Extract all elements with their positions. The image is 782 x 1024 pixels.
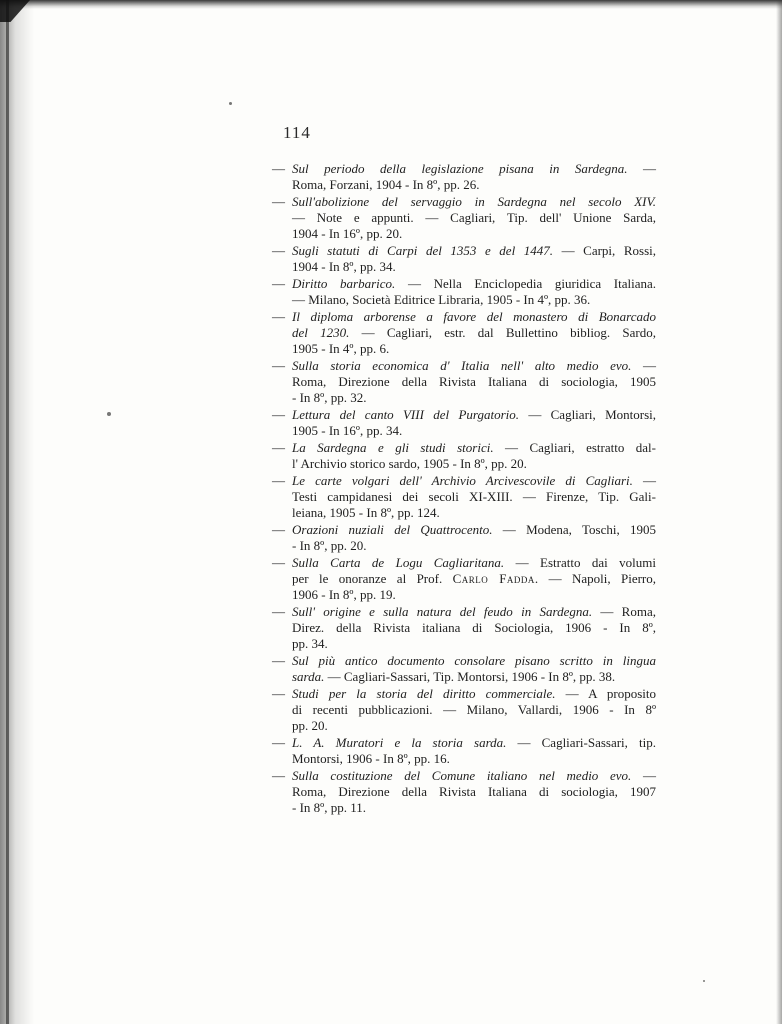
bibliography-entry [272, 522, 656, 554]
top-page-shadow [0, 0, 782, 9]
entry-line [272, 768, 656, 784]
bibliography-entry [272, 555, 656, 604]
bibliography-entry [272, 407, 656, 439]
entry-line [292, 423, 656, 439]
bibliography-entry [272, 735, 656, 767]
entry-line [272, 604, 656, 620]
bibliography-entry [272, 309, 656, 358]
entry-text: — Estratto dai volumi [504, 554, 656, 570]
entry-dash: — [272, 653, 285, 669]
entry-title: Sul più antico documento consolare pisano scritto in lingua [292, 653, 656, 669]
bibliography-entry [272, 768, 656, 817]
bibliography-list [272, 161, 656, 817]
entry-title: Lettura del canto VIII del Purgatorio. [292, 407, 519, 423]
entry-line [292, 538, 656, 554]
ink-speck [229, 102, 232, 105]
entry-line [292, 571, 656, 587]
entry-line [292, 718, 656, 734]
entry-title: Il diploma arborense a favore del monastero di Bonarcado [292, 308, 656, 324]
entry-dash: — [272, 521, 285, 537]
entry-text: — [631, 357, 656, 373]
entry-title: Sull' origine e sulla natura del feudo in Sardegna. [292, 603, 593, 619]
entry-text: — Roma, [592, 603, 656, 619]
page-number: 114 [283, 123, 311, 142]
entry-line [292, 390, 656, 406]
entry-title: del 1230. [292, 325, 350, 341]
entry-line [292, 259, 656, 275]
entry-text: - In 8º, pp. 32. [292, 390, 367, 406]
entry-line [292, 489, 656, 505]
entry-dash: — [272, 439, 285, 455]
entry-dash: — [272, 243, 285, 259]
bibliography-entry [272, 653, 656, 685]
entry-dash: — [272, 554, 285, 570]
entry-line [272, 309, 656, 325]
entry-line [272, 194, 656, 210]
entry-dash: — [272, 407, 285, 423]
entry-title: Sulla Carta de Logu Cagliaritana. [292, 554, 505, 570]
entry-text: — Cagliari, Montorsi, [519, 407, 656, 423]
bibliography-entry [272, 276, 656, 308]
entry-line [272, 686, 656, 702]
entry-title: L. A. Muratori e la storia sarda. [292, 735, 507, 751]
entry-line [272, 407, 656, 423]
bibliography-entry [272, 161, 656, 193]
bibliography-entry [272, 604, 656, 653]
entry-title: sarda. [292, 669, 325, 685]
entry-text: l' Archivio storico sardo, 1905 - In 8º, pp. 20. [292, 456, 527, 472]
entry-text: — Cagliari, estratto dal- [493, 439, 656, 455]
entry-line [272, 473, 656, 489]
bibliography-entry [272, 194, 656, 243]
entry-text: 1905 - In 16º, pp. 34. [292, 423, 403, 439]
entry-line [292, 456, 656, 472]
entry-text: . — Napoli, Pierro, [534, 571, 657, 587]
entry-text: - In 8º, pp. 20. [292, 538, 367, 554]
entry-line [292, 177, 656, 193]
entry-line [292, 800, 656, 816]
entry-dash: — [272, 308, 285, 324]
right-page-shadow [776, 0, 782, 1024]
entry-text: Direz. della Rivista italiana di Sociologia, 1906 - In 8º, [292, 620, 656, 636]
entry-text: Testi campidanesi dei secoli XI-XIII. — Firenze, Tip. Gali- [292, 489, 656, 505]
entry-text: — Note e appunti. — Cagliari, Tip. dell' Unione Sarda, [292, 210, 656, 226]
entry-title: La Sardegna e gli studi storici. [292, 439, 494, 455]
entry-dash: — [272, 686, 285, 701]
entry-line [292, 636, 656, 652]
entry-text: 1905 - In 4º, pp. 6. [292, 341, 390, 357]
entry-line [272, 653, 656, 669]
entry-line [292, 587, 656, 603]
entry-text: — A proposito [555, 686, 656, 701]
entry-line [292, 210, 656, 226]
entry-line [292, 292, 656, 308]
entry-title: Sulla costituzione del Comune italiano nel medio evo. [292, 768, 632, 784]
entry-line [292, 784, 656, 800]
entry-dash: — [272, 603, 285, 619]
entry-line [292, 341, 656, 357]
entry-line [292, 374, 656, 390]
entry-text: pp. 20. [292, 718, 328, 734]
entry-title: Sull'abolizione del servaggio in Sardegna nel secolo XIV. [292, 193, 656, 209]
entry-text: pp. 34. [292, 636, 328, 652]
entry-text: di recenti pubblicazioni. — Milano, Vallardi, 1906 - In 8º [292, 702, 656, 718]
entry-text: — [631, 768, 656, 784]
entry-text: Roma, Direzione della Rivista Italiana di sociologia, 1907 [292, 784, 656, 800]
entry-line [272, 522, 656, 538]
ink-speck [703, 980, 705, 982]
entry-line [272, 276, 656, 292]
entry-text: 1904 - In 8º, pp. 34. [292, 259, 396, 275]
left-binding-edge [6, 0, 9, 1024]
entry-title: Sulla storia economica d' Italia nell' alto medio evo. [292, 357, 632, 373]
bibliography-entry [272, 473, 656, 522]
entry-line [272, 440, 656, 456]
entry-title: Sugli statuti di Carpi del 1353 e del 1447. [292, 243, 554, 259]
entry-text: — Nella Enciclopedia giuridica Italiana. [395, 275, 656, 291]
entry-dash: — [272, 357, 285, 373]
entry-text: Roma, Direzione della Rivista Italiana di sociologia, 1905 [292, 374, 656, 390]
entry-text: — [627, 161, 657, 176]
entry-text: 1904 - In 16º, pp. 20. [292, 226, 403, 242]
entry-line [272, 735, 656, 751]
entry-dash: — [272, 275, 285, 291]
entry-text: — Cagliari-Sassari, tip. [506, 735, 657, 751]
entry-line [292, 505, 656, 521]
entry-dash: — [272, 472, 285, 488]
entry-text: - In 8º, pp. 11. [292, 800, 366, 816]
entry-title: Sul periodo della legislazione pisana in Sardegna. [292, 161, 628, 176]
entry-text: Montorsi, 1906 - In 8º, pp. 16. [292, 751, 450, 767]
entry-line [272, 555, 656, 571]
entry-dash: — [272, 768, 285, 784]
entry-dash: — [272, 735, 285, 751]
entry-text: — Cagliari-Sassari, Tip. Montorsi, 1906 - In 8º, pp. 38. [324, 669, 616, 685]
entry-line [292, 702, 656, 718]
entry-text: per le onoranze al Prof. [292, 571, 453, 587]
entry-title: Studi per la storia del diritto commerciale. [292, 686, 556, 701]
entry-line [292, 751, 656, 767]
bibliography-entry [272, 243, 656, 275]
bibliography-entry [272, 440, 656, 472]
entry-person-name: Carlo Fadda [452, 571, 535, 587]
ink-speck [107, 412, 111, 416]
entry-title: Le carte volgari dell' Archivio Arcivescovile di Cagliari. [292, 472, 633, 488]
entry-dash: — [272, 193, 285, 209]
bibliography-entry [272, 358, 656, 407]
entry-text: 1906 - In 8º, pp. 19. [292, 587, 396, 603]
entry-text: Roma, Forzani, 1904 - In 8º, pp. 26. [292, 177, 480, 193]
entry-text: — Modena, Toschi, 1905 [492, 521, 656, 537]
entry-dash: — [272, 161, 285, 176]
entry-line [272, 243, 656, 259]
entry-line [292, 325, 656, 341]
entry-text: — Carpi, Rossi, [553, 243, 656, 259]
bibliography-entry [272, 686, 656, 735]
entry-text: — Milano, Società Editrice Libraria, 1905 - In 4º, pp. 36. [292, 292, 591, 308]
entry-line [272, 358, 656, 374]
entry-line [292, 669, 656, 685]
entry-text: leiana, 1905 - In 8º, pp. 124. [292, 505, 440, 521]
entry-title: Diritto barbarico. [292, 275, 396, 291]
entry-line [292, 620, 656, 636]
entry-line [292, 226, 656, 242]
entry-line [272, 161, 656, 177]
entry-text: — [632, 472, 657, 488]
entry-text: — Cagliari, estr. dal Bullettino bibliog. Sardo, [349, 325, 656, 341]
entry-title: Orazioni nuziali del Quattrocento. [292, 521, 493, 537]
